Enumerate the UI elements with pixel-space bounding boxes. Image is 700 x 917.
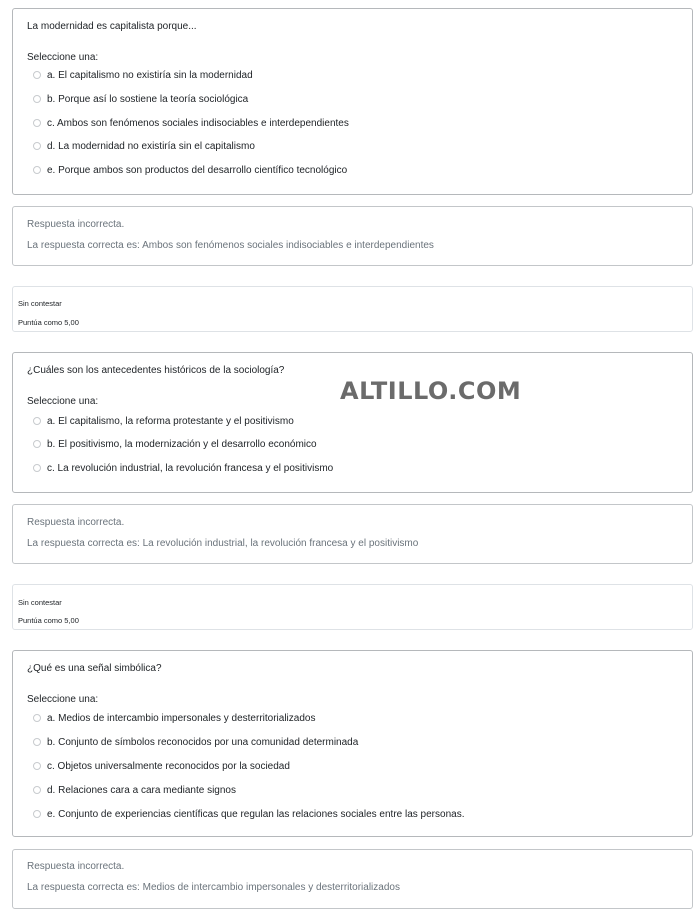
question-1-text: La modernidad es capitalista porque... — [27, 21, 197, 32]
feedback-correct-answer: La respuesta correcta es: Ambos son fenómenos sociales indisociables e interdependientes — [27, 240, 434, 251]
question-state: Sin contestar — [18, 598, 62, 607]
question-2-info — [12, 584, 693, 630]
question-1-info — [12, 286, 693, 332]
question-1-option-c[interactable] — [33, 116, 349, 130]
question-3-select-label: Seleccione una: — [27, 694, 99, 705]
question-3-text: ¿Qué es una señal simbólica? — [27, 663, 162, 674]
feedback-correct-answer: La respuesta correcta es: La revolución industrial, la revolución francesa y el positivismo — [27, 538, 419, 549]
question-3-option-b[interactable] — [33, 735, 358, 749]
option-label: c. La revolución industrial, la revolución francesa y el positivismo — [47, 462, 334, 474]
radio-icon[interactable] — [33, 714, 41, 722]
question-2-option-c[interactable] — [33, 461, 333, 475]
option-label: d. La modernidad no existiría sin el capitalismo — [47, 140, 255, 152]
question-3-option-a[interactable] — [33, 711, 315, 725]
question-grade: Puntúa como 5,00 — [18, 616, 79, 625]
radio-icon[interactable] — [33, 464, 41, 472]
question-3-option-e[interactable] — [33, 807, 464, 821]
feedback-status: Respuesta incorrecta. — [27, 517, 125, 528]
question-1-option-a[interactable] — [33, 68, 253, 82]
question-3-card — [12, 650, 693, 837]
question-1-card — [12, 8, 693, 195]
feedback-status: Respuesta incorrecta. — [27, 219, 125, 230]
option-label: a. El capitalismo no existiría sin la modernidad — [47, 69, 253, 81]
option-label: c. Ambos son fenómenos sociales indisociables e interdependientes — [47, 117, 349, 129]
question-1-select-label: Seleccione una: — [27, 52, 99, 63]
question-3-option-d[interactable] — [33, 783, 236, 797]
question-1-feedback — [12, 206, 693, 266]
radio-icon[interactable] — [33, 417, 41, 425]
radio-icon[interactable] — [33, 95, 41, 103]
radio-icon[interactable] — [33, 810, 41, 818]
option-label: b. El positivismo, la modernización y el desarrollo económico — [47, 438, 317, 450]
radio-icon[interactable] — [33, 786, 41, 794]
option-label: b. Conjunto de símbolos reconocidos por una comunidad determinada — [47, 736, 359, 748]
question-2-option-b[interactable] — [33, 437, 317, 451]
question-1-option-b[interactable] — [33, 92, 248, 106]
question-2-card — [12, 352, 693, 493]
option-label: b. Porque así lo sostiene la teoría sociológica — [47, 93, 249, 105]
question-2-option-a[interactable] — [33, 414, 294, 428]
question-2-feedback — [12, 504, 693, 564]
feedback-status: Respuesta incorrecta. — [27, 861, 125, 872]
question-3-feedback — [12, 849, 693, 909]
question-1-option-d[interactable] — [33, 139, 255, 153]
question-grade: Puntúa como 5,00 — [18, 318, 79, 327]
question-1-option-e[interactable] — [33, 163, 347, 177]
option-label: e. Porque ambos son productos del desarrollo científico tecnológico — [47, 164, 348, 176]
radio-icon[interactable] — [33, 738, 41, 746]
option-label: e. Conjunto de experiencias científicas que regulan las relaciones sociales entre las personas. — [47, 808, 465, 820]
radio-icon[interactable] — [33, 166, 41, 174]
radio-icon[interactable] — [33, 119, 41, 127]
question-state: Sin contestar — [18, 299, 62, 308]
radio-icon[interactable] — [33, 71, 41, 79]
option-label: a. El capitalismo, la reforma protestante y el positivismo — [47, 415, 294, 427]
radio-icon[interactable] — [33, 440, 41, 448]
option-label: a. Medios de intercambio impersonales y desterritorializados — [47, 712, 316, 724]
watermark-logo: ALTILLO.COM — [340, 377, 522, 405]
question-3-option-c[interactable] — [33, 759, 290, 773]
radio-icon[interactable] — [33, 762, 41, 770]
question-2-text: ¿Cuáles son los antecedentes históricos de la sociología? — [27, 365, 285, 376]
feedback-correct-answer: La respuesta correcta es: Medios de intercambio impersonales y desterritorializados — [27, 882, 400, 893]
option-label: c. Objetos universalmente reconocidos por la sociedad — [47, 760, 290, 772]
option-label: d. Relaciones cara a cara mediante signos — [47, 784, 236, 796]
radio-icon[interactable] — [33, 142, 41, 150]
question-2-select-label: Seleccione una: — [27, 396, 99, 407]
